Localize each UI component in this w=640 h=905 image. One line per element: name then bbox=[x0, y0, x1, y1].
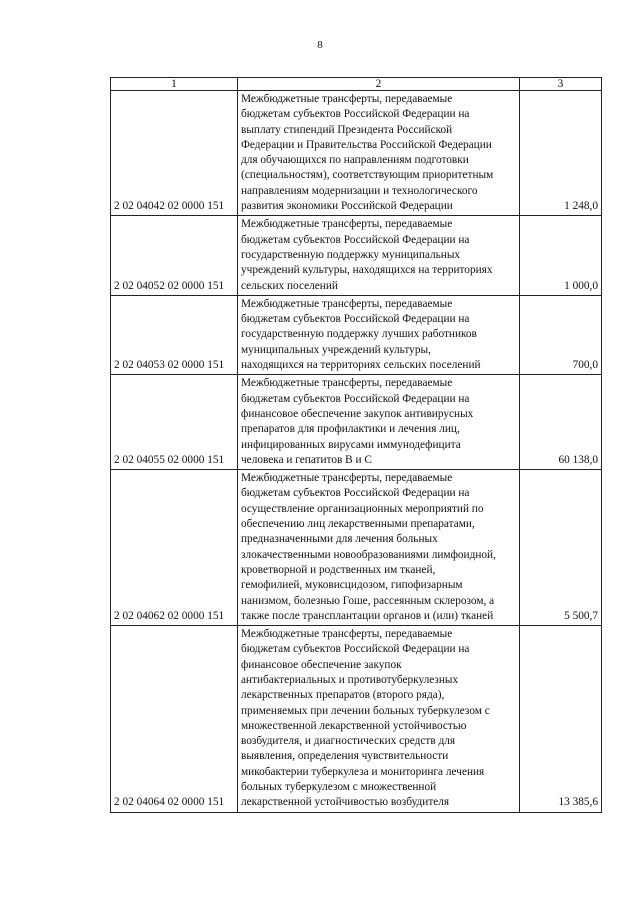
page-number: 8 bbox=[317, 39, 323, 51]
table-row bbox=[111, 470, 602, 626]
description-line: учреждений культуры, находящихся на территориях bbox=[241, 264, 493, 277]
table-row bbox=[111, 91, 602, 216]
description-line: инфицированных вирусами иммунодефицита bbox=[241, 438, 461, 451]
description-line: больных туберкулезом с множественной bbox=[241, 781, 437, 794]
description-line: бюджетам субъектов Российской Федерации на bbox=[241, 108, 470, 121]
transfer-description bbox=[238, 626, 520, 813]
description-line: государственную поддержку муниципальных bbox=[241, 248, 461, 261]
description-line: лекарственной устойчивостью возбудителя bbox=[241, 796, 450, 809]
description-line: Межбюджетные трансферты, передаваемые bbox=[241, 93, 453, 105]
column-header-3: 3 bbox=[520, 78, 602, 91]
transfer-description bbox=[238, 470, 520, 626]
description-line: препаратов для профилактики и лечения лиц, bbox=[241, 423, 460, 436]
description-line: (специальностям), соответствующим приоритетным bbox=[241, 169, 494, 182]
description-line: развития экономики Российской Федерации bbox=[241, 200, 453, 213]
description-line: нанизмом, болезнью Гоше, рассеянным склерозом, а bbox=[241, 594, 495, 607]
table-row bbox=[111, 216, 602, 295]
description-line: муниципальных учреждений культуры, bbox=[241, 343, 431, 356]
description-line: Межбюджетные трансферты, передаваемые bbox=[241, 297, 453, 310]
description-line: злокачественными новообразованиями лимфоидной, bbox=[241, 548, 496, 561]
column-header-1: 1 bbox=[111, 78, 238, 91]
amount: 5 500,7 bbox=[520, 470, 602, 626]
description-line: финансовое обеспечение закупок bbox=[241, 658, 402, 671]
description-line: лекарственных препаратов (второго ряда), bbox=[241, 689, 445, 702]
description-line: находящихся на территориях сельских поселений bbox=[241, 359, 481, 372]
table-row bbox=[111, 375, 602, 470]
budget-code: 2 02 04052 02 0000 151 bbox=[111, 216, 238, 295]
description-line: предназначенными для лечения больных bbox=[241, 533, 438, 546]
description-line: бюджетам субъектов Российской Федерации на bbox=[241, 233, 470, 246]
amount: 60 138,0 bbox=[520, 375, 602, 470]
description-line: человека и гепатитов В и С bbox=[241, 453, 372, 466]
transfer-description bbox=[238, 375, 520, 470]
description-line: множественной лекарственной устойчивостью bbox=[241, 719, 467, 732]
description-line: направлениям модернизации и технологического bbox=[241, 184, 478, 197]
description-line: возбудителя, и диагностических средств для bbox=[241, 735, 456, 748]
description-line: кроветворной и родственных им тканей, bbox=[241, 563, 436, 576]
budget-code: 2 02 04062 02 0000 151 bbox=[111, 470, 238, 626]
transfer-description bbox=[238, 295, 520, 374]
table-row bbox=[111, 295, 602, 374]
description-line: бюджетам субъектов Российской Федерации на bbox=[241, 643, 470, 656]
description-line: выплату стипендий Президента Российской bbox=[241, 123, 453, 136]
description-line: Межбюджетные трансферты, передаваемые bbox=[241, 472, 453, 485]
budget-code: 2 02 04042 02 0000 151 bbox=[111, 91, 238, 216]
description-line: антибактериальных и противотуберкулезных bbox=[241, 673, 459, 686]
table-header-row bbox=[111, 78, 602, 91]
description-line: бюджетам субъектов Российской Федерации на bbox=[241, 487, 470, 500]
amount: 1 000,0 bbox=[520, 216, 602, 295]
transfer-description bbox=[238, 216, 520, 295]
table-row bbox=[111, 626, 602, 813]
description-line: микобактерии туберкулеза и мониторинга лечения bbox=[241, 765, 485, 778]
description-line: Межбюджетные трансферты, передаваемые bbox=[241, 628, 453, 641]
description-line: выявления, определения чувствительности bbox=[241, 750, 449, 763]
description-line: для обучающихся по направлениям подготовки bbox=[241, 154, 469, 167]
description-line: также после трансплантации органов и (или) тканей bbox=[241, 609, 494, 622]
description-line: применяемых при лечении больных туберкулезом с bbox=[241, 704, 490, 717]
description-line: сельских поселений bbox=[241, 279, 338, 292]
column-header-2: 2 bbox=[238, 78, 520, 91]
budget-code: 2 02 04053 02 0000 151 bbox=[111, 295, 238, 374]
description-line: государственную поддержку лучших работников bbox=[241, 328, 477, 341]
amount: 1 248,0 bbox=[520, 91, 602, 216]
description-line: бюджетам субъектов Российской Федерации на bbox=[241, 392, 470, 405]
amount: 13 385,6 bbox=[520, 626, 602, 813]
budget-code: 2 02 04064 02 0000 151 bbox=[111, 626, 238, 813]
description-line: осуществление организационных мероприятий по bbox=[241, 502, 484, 515]
description-line: бюджетам субъектов Российской Федерации на bbox=[241, 313, 470, 326]
budget-code: 2 02 04055 02 0000 151 bbox=[111, 375, 238, 470]
description-line: обеспечению лиц лекарственными препаратами, bbox=[241, 518, 475, 531]
budget-table bbox=[110, 77, 602, 813]
description-line: гемофилией, муковисцидозом, гипофизарным bbox=[241, 579, 463, 592]
description-line: Межбюджетные трансферты, передаваемые bbox=[241, 377, 453, 390]
description-line: Федерации и Правительства Российской Федерации bbox=[241, 138, 492, 151]
description-line: Межбюджетные трансферты, передаваемые bbox=[241, 218, 453, 231]
amount: 700,0 bbox=[520, 295, 602, 374]
transfer-description bbox=[238, 91, 520, 216]
description-line: финансовое обеспечение закупок антивирусных bbox=[241, 407, 474, 420]
